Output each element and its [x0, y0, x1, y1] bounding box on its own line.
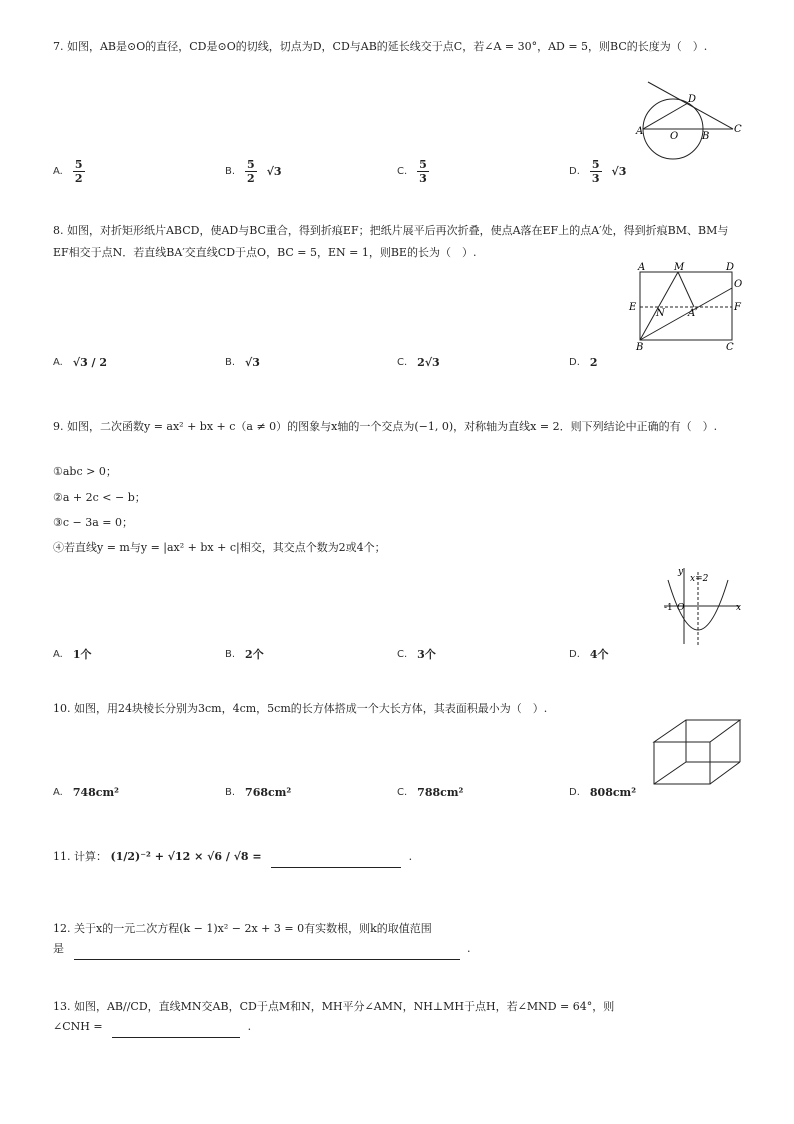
q9-option-c[interactable]: C. 3个 [397, 648, 436, 661]
q11-period: . [408, 850, 413, 863]
q13-line2-prefix: ∠CNH = [53, 1020, 103, 1033]
q8-label-f: F [734, 302, 741, 313]
q12-period: . [467, 942, 471, 955]
question-7-stem: 7. 如图，AB是⊙O的直径，CD是⊙O的切线，切点为D，CD与AB的延长线交于点C，若∠A = 30°，AD = 5，则BC的长度为（ ）. [53, 40, 708, 53]
q9-option-a[interactable]: A. 1个 [53, 648, 92, 661]
q8-label-d: D [726, 262, 735, 273]
q8-label-e: E [629, 302, 637, 313]
q11-prefix: 11. 计算： [53, 850, 107, 863]
q8-option-c[interactable]: C. 2√3 [397, 356, 440, 369]
q10-option-c[interactable]: C. 788cm² [397, 786, 464, 799]
q8-folded-rectangle-figure [626, 262, 746, 352]
question-12-line1: 12. 关于x的一元二次方程(k − 1)x² − 2x + 3 = 0有实数根，则k的取值范围 [53, 922, 432, 935]
q8-option-b[interactable]: B. √3 [225, 356, 260, 369]
q10-option-a[interactable]: A. 748cm² [53, 786, 119, 799]
q9-option-d[interactable]: D. 4个 [569, 648, 609, 661]
q7-option-b[interactable]: B. $\frac{5}{2}$ √3 [225, 158, 282, 185]
q7-label-a: A [636, 126, 644, 137]
q12-answer-blank[interactable] [74, 959, 460, 960]
q9-label-neg1: -1 [664, 603, 673, 613]
q8-label-a: A [638, 262, 646, 273]
q11-answer-blank[interactable] [271, 867, 401, 868]
q9-condition-1: ①abc > 0； [53, 465, 117, 478]
q7-label-d: D [688, 94, 697, 105]
q13-period: . [247, 1020, 252, 1033]
q7-label-c: C [734, 124, 742, 135]
q9-condition-3: ③c − 3a = 0； [53, 516, 133, 529]
q7-label-b: B [702, 131, 710, 142]
q7-option-a[interactable]: A. $\frac{5}{2}$ [53, 158, 83, 185]
q8-label-n: N [656, 308, 665, 319]
q11-expression: (1/2)⁻² + √12 × √6 / √8 = [110, 850, 262, 863]
q7-label-o: O [670, 131, 679, 142]
question-13-line1: 13. 如图，AB//CD，直线MN交AB，CD于点M和N，MH平分∠AMN，NH⊥MH于点H，若∠MND = 64°，则 [53, 1000, 615, 1013]
q9-label-y: y [678, 567, 684, 577]
q9-condition-4: ④若直线y = m与y = |ax² + bx + c|相交，其交点个数为2或4个； [53, 541, 386, 554]
q10-cuboid-figure [650, 716, 744, 788]
question-10-stem: 10. 如图，用24块棱长分别为3cm，4cm，5cm的长方体搭成一个大长方体，其表面积最小为（ ）. [53, 702, 548, 715]
q9-condition-2: ②a + 2c < − b； [53, 491, 146, 504]
q8-label-a-prime: A′ [688, 308, 698, 319]
question-9-stem: 9. 如图，二次函数y = ax² + bx + c（a ≠ 0）的图象与x轴的一个交点为(−1, 0)，对称轴为直线x = 2．则下列结论中正确的有（ ）. [53, 420, 718, 433]
question-13-line2 [53, 1016, 743, 1038]
q7-option-d[interactable]: D. $\frac{5}{3}$ √3 [569, 158, 627, 185]
q9-option-b[interactable]: B. 2个 [225, 648, 264, 661]
question-11 [53, 846, 743, 868]
q10-option-b[interactable]: B. 768cm² [225, 786, 292, 799]
question-8-stem: 8. 如图，对折矩形纸片ABCD，使AD与BC重合，得到折痕EF；把纸片展平后再次折叠，使点A落在EF上的点A′处，得到折痕BM、BM与EF相交于点N．若直线BA′交直线CD于点O，BC = 5，EN = 1，则BE的长为（ ）. [53, 224, 729, 259]
q9-label-origin: O [677, 603, 685, 613]
q12-line2-prefix: 是 [53, 942, 64, 955]
q7-circle-tangent-figure [628, 78, 748, 164]
q8-label-o: O [734, 279, 743, 290]
q8-option-a[interactable]: A. √3 / 2 [53, 356, 108, 369]
q10-option-d[interactable]: D. 808cm² [569, 786, 637, 799]
q13-answer-blank[interactable] [112, 1037, 240, 1038]
q8-option-d[interactable]: D. 2 [569, 356, 598, 369]
q9-label-x-equals-2: x=2 [690, 574, 709, 584]
q9-parabola-figure [660, 562, 746, 648]
q7-option-c[interactable]: C. $\frac{5}{3}$ [397, 158, 427, 185]
q8-label-m: M [674, 262, 685, 273]
q9-label-x: x [736, 603, 742, 613]
q8-label-c: C [726, 342, 734, 352]
question-12-line2 [53, 938, 743, 960]
q8-label-b: B [636, 342, 644, 352]
